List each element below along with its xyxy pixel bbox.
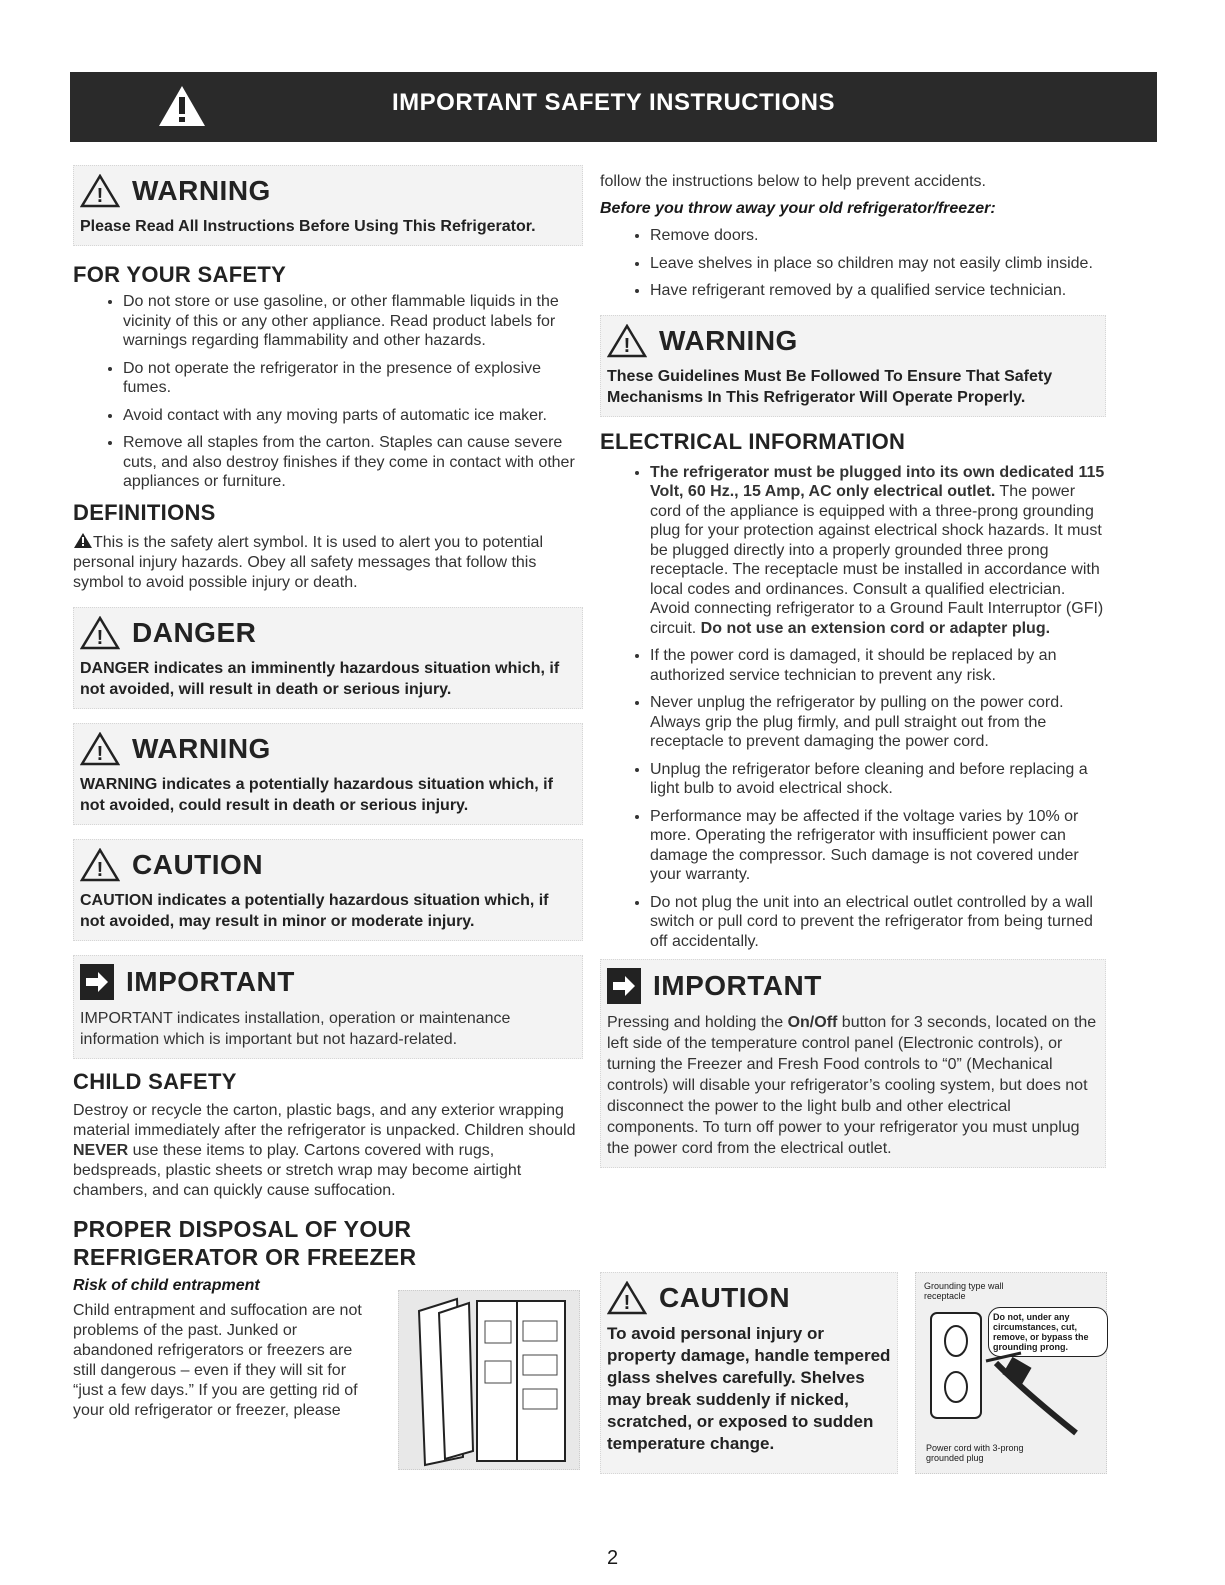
refrigerator-drawing [399,1291,579,1469]
svg-text:!: ! [96,858,104,881]
list-item: • Unplug the refrigerator before cleaning and before replacing a light bulb to avoid electrical shock. [650,760,1106,799]
header-banner [70,72,1157,142]
list-item: • If the power cord is damaged, it should be replaced by an authorized service technician to prevent any risk. [650,646,1106,685]
important-box [73,955,583,1059]
warning-text: These Guidelines Must Be Followed To Ensure That Safety Mechanisms In This Refrigerator Will Operate Properly. [607,367,1053,406]
list-item: • Do not plug the unit into an electrical outlet controlled by a wall switch or pull cord to prevent the refrigerator from being turned off accidentally. [650,893,1106,952]
section-heading-child-safety: CHILD SAFETY [73,1068,237,1094]
warning-box [73,723,583,825]
caution-text: CAUTION indicates a potentially hazardous situation which, if not avoided, may result in minor or moderate injury. [80,891,549,930]
warning-triangle-icon [80,848,120,882]
svg-text:!: ! [96,626,104,649]
disposal-text: Child entrapment and suffocation are not problems of the past. Junked or abandoned refrigerators or freezers are still dangerous – even if they will sit for “just a few days.” If you are getting rid of your old refrigerator or freezer, please [73,1301,362,1419]
warning-label: WARNING [132,732,271,764]
important-text-b: button for 3 seconds, located on the left side of the temperature control panel (Electronic controls), or turning the Freezer and Fresh Food controls to “0” (Mechanical controls) will disable your refrigerator’s cooling system, but does not disconnect the power to the light bulb and other electrical components. To turn off power to your refrigerator you must unplug the power cord from the electrical outlet. [607,1014,1097,1157]
child-safety-text-b: use these items to play. Cartons covered with rugs, bedspreads, plastic sheets or stretch wrap may become airtight chambers, and can quickly cause suffocation. [73,1141,522,1199]
electrical-list [600,463,1106,952]
before-list [600,226,1106,301]
caution-label: CAUTION [659,1282,791,1313]
important-label: IMPORTANT [653,970,822,1001]
electrical-item-bold2: Do not use an extension cord or adapter plug. [700,619,1051,637]
svg-text:!: ! [96,185,104,207]
grounding-figure [915,1272,1107,1474]
caution-box [600,1272,898,1474]
warning-triangle-icon [80,174,120,208]
outlet-plug-drawing [926,1303,1096,1443]
list-item: • Remove all staples from the carton. Staples can cause severe cuts, and also destroy finishes if they come in contact with other appliances or furniture. [123,433,583,492]
list-item: • Remove doors. [650,226,1106,246]
warning-triangle-icon [607,324,647,358]
safety-alert-icon [73,532,93,549]
section-heading-disposal: PROPER DISPOSAL OF YOUR REFRIGERATOR OR FREEZER [73,1215,417,1270]
receptacle-label: Grounding type wall receptacle [924,1281,1004,1301]
warning-triangle-icon [607,1281,647,1315]
important-arrow-icon [607,968,641,1004]
warning-text: WARNING indicates a potentially hazardous situation which, if not avoided, could result in death or serious injury. [80,775,553,814]
on-off-label: On/Off [787,1014,838,1031]
list-item: • Do not store or use gasoline, or other flammable liquids in the vicinity of this or any other appliance. Read product labels for warnings regarding flammability and other hazards. [123,292,583,351]
disposal-subheading: Risk of child entrapment [73,1276,260,1294]
important-arrow-icon [80,964,114,1000]
electrical-item-bold: The refrigerator must be plugged into its own dedicated 115 Volt, 60 Hz., 15 Amp, AC only electrical outlet. [650,463,1105,500]
right-column [600,172,1106,1168]
section-heading-electrical: ELECTRICAL INFORMATION [600,428,906,454]
danger-text: DANGER indicates an imminently hazardous situation which, if not avoided, will result in death or serious injury. [80,659,560,698]
warning-box [73,165,583,246]
important-box [600,959,1106,1168]
danger-box [73,607,583,709]
warning-triangle-icon [80,732,120,766]
warning-triangle-icon [80,616,120,650]
list-item: • Do not operate the refrigerator in the presence of explosive fumes. [123,359,583,398]
caution-text: To avoid personal injury or property damage, handle tempered glass shelves carefully. Shelves may break suddenly if nicked, scratched, or exposed to sudden temperature change. [607,1324,891,1453]
definitions-text: This is the safety alert symbol. It is used to alert you to potential personal injury hazards. Obey all safety messages that follow this symbol to avoid possible injury or death. [73,533,543,591]
list-item: • Performance may be affected if the voltage varies by 10% or more. Operating the refrigerator with insufficient power can damage the compressor. Such damage is not covered under your warranty. [650,807,1106,885]
page-title: IMPORTANT SAFETY INSTRUCTIONS [392,89,835,116]
refrigerator-illustration [398,1290,580,1470]
left-column [73,165,583,1421]
plug-label: Power cord with 3-prong grounded plug [926,1443,1024,1463]
danger-label: DANGER [132,616,257,648]
svg-text:!: ! [623,334,631,357]
before-heading: Before you throw away your old refrigerator/freezer: [600,200,996,217]
child-safety-text-a: Destroy or recycle the carton, plastic bags, and any exterior wrapping material immediately after the refrigerator is unpacked. Children should [73,1101,576,1139]
section-heading-safety: FOR YOUR SAFETY [73,262,287,287]
safety-list [73,292,583,492]
important-label: IMPORTANT [126,965,295,997]
child-safety-never: NEVER [73,1141,129,1159]
important-text: IMPORTANT indicates installation, operation or maintenance information which is important but not hazard-related. [80,1009,511,1048]
electrical-item-text: The power cord of the appliance is equipped with a three-prong grounding plug for your protection against electrical shock hazards. It must be plugged directly into a properly grounded three prong receptacle. The receptacle must be installed in accordance with local codes and ordinances. Consult a qualified electrician. Avoid connecting refrigerator to a Ground Fault Interruptor (GFI) circuit. [650,483,1104,637]
list-item [650,463,1106,639]
list-item: • Avoid contact with any moving parts of automatic ice maker. [123,406,583,426]
grounding-callout: Do not, under any circumstances, cut, remove, or bypass the grounding prong. [988,1307,1108,1357]
list-item: • Have refrigerant removed by a qualified service technician. [650,281,1106,301]
svg-text:!: ! [96,742,104,765]
list-item: • Never unplug the refrigerator by pulling on the power cord. Always grip the plug firmly, and pull straight out from the receptacle to prevent damaging the power cord. [650,693,1106,752]
intro-text: follow the instructions below to help prevent accidents. [600,173,986,190]
svg-text:!: ! [623,1292,631,1314]
warning-text: Please Read All Instructions Before Using This Refrigerator. [80,218,536,235]
warning-label: WARNING [659,324,798,356]
child-safety-text [73,1101,583,1201]
page-number: 2 [606,1547,619,1569]
warning-box [600,315,1106,417]
caution-label: CAUTION [132,848,264,880]
warning-label: WARNING [132,175,271,206]
important-text [601,1008,1105,1167]
section-heading-definitions: DEFINITIONS [73,499,216,525]
important-text-a: Pressing and holding the [607,1014,788,1031]
list-item: • Leave shelves in place so children may not easily climb inside. [650,254,1106,274]
caution-box [73,839,583,941]
